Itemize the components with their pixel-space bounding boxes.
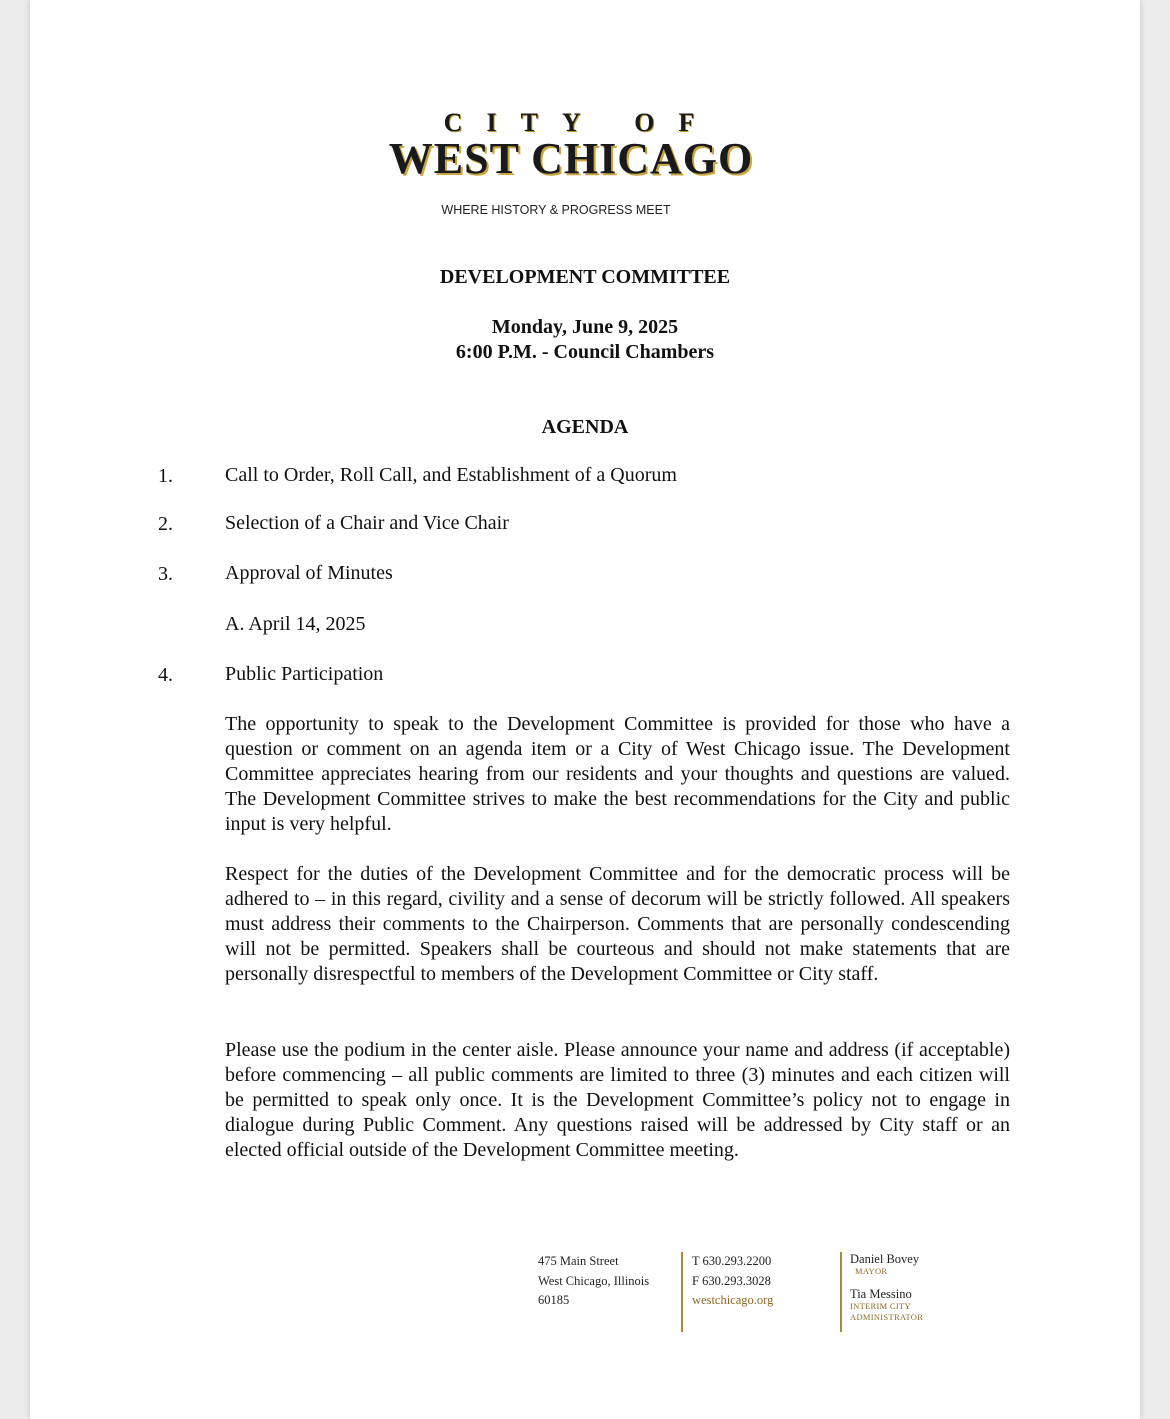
agenda-item-text: Approval of Minutes (225, 562, 393, 584)
public-participation-paragraph: Respect for the duties of the Development Committee and for the democratic process will be adhered to – in this regard, civility and a sense of decorum will be strictly followed. All speakers must address their comments to the Chairperson. Comments that are personally condescending will not be permitted. Speakers shall be courteous and should not make statements that are personally disrespectful to members of the Development Committee or City staff. (225, 863, 1010, 985)
mayor-name: Daniel Bovey (850, 1252, 920, 1266)
address-line: West Chicago, Illinois (538, 1273, 650, 1288)
document-page (30, 0, 1140, 1419)
public-participation-paragraph: The opportunity to speak to the Development Committee is provided for those who have a question or comment on an agenda item or a City of West Chicago issue. The Development Committee appreciates hearing from our residents and your thoughts and questions are valued. The Development Committee strives to make the best recommendations for the City and public input is very helpful. (225, 713, 1010, 835)
meeting-time-location: 6:00 P.M. - Council Chambers (455, 341, 715, 363)
tagline: WHERE HISTORY & PROGRESS MEET (441, 203, 671, 217)
agenda-item-number: 2. (158, 513, 173, 535)
footer-address (538, 1252, 649, 1311)
address-line: 475 Main Street (538, 1254, 619, 1268)
agenda-title: AGENDA (541, 416, 629, 438)
meeting-date: Monday, June 9, 2025 (491, 316, 679, 338)
agenda-item-number: 3. (158, 563, 173, 585)
footer-officials (850, 1252, 923, 1323)
mayor-title: MAYOR (855, 1266, 888, 1276)
public-participation-paragraph: Please use the podium in the center aisle. Please announce your name and address (if acceptable) before commencing – all public comments are limited to three (3) minutes and each citizen will be permitted to speak only once. It is the Development Committee’s policy not to engage in dialogue during Public Comment. Any questions raised will be addressed by City staff or an elected official outside of the Development Committee meeting. (225, 1039, 1010, 1161)
footer-divider (840, 1252, 842, 1332)
city-logo (30, 108, 1140, 183)
phone-number: T 630.293.2200 (692, 1254, 772, 1268)
administrator-name: Tia Messino (850, 1287, 912, 1301)
committee-title: DEVELOPMENT COMMITTEE (439, 266, 731, 288)
agenda-item-number: 4. (158, 664, 173, 686)
logo-city-text: CITY OF (443, 108, 719, 137)
administrator-title: INTERIM CITY (850, 1301, 911, 1311)
footer-divider (681, 1252, 683, 1332)
logo-main-text: WEST CHICAGO (388, 134, 754, 183)
agenda-item-number: 1. (158, 465, 173, 487)
minutes-sub-item: A. April 14, 2025 (225, 613, 366, 635)
fax-number: F 630.293.3028 (692, 1273, 771, 1288)
address-line: 60185 (538, 1293, 570, 1307)
agenda-item-text: Public Participation (225, 663, 384, 685)
administrator-title: ADMINISTRATOR (850, 1312, 924, 1322)
agenda-item-text: Call to Order, Roll Call, and Establishment of a Quorum (225, 464, 677, 486)
footer-contact (692, 1252, 773, 1311)
website-link[interactable]: westchicago.org (692, 1293, 774, 1307)
agenda-item-text: Selection of a Chair and Vice Chair (225, 512, 509, 534)
